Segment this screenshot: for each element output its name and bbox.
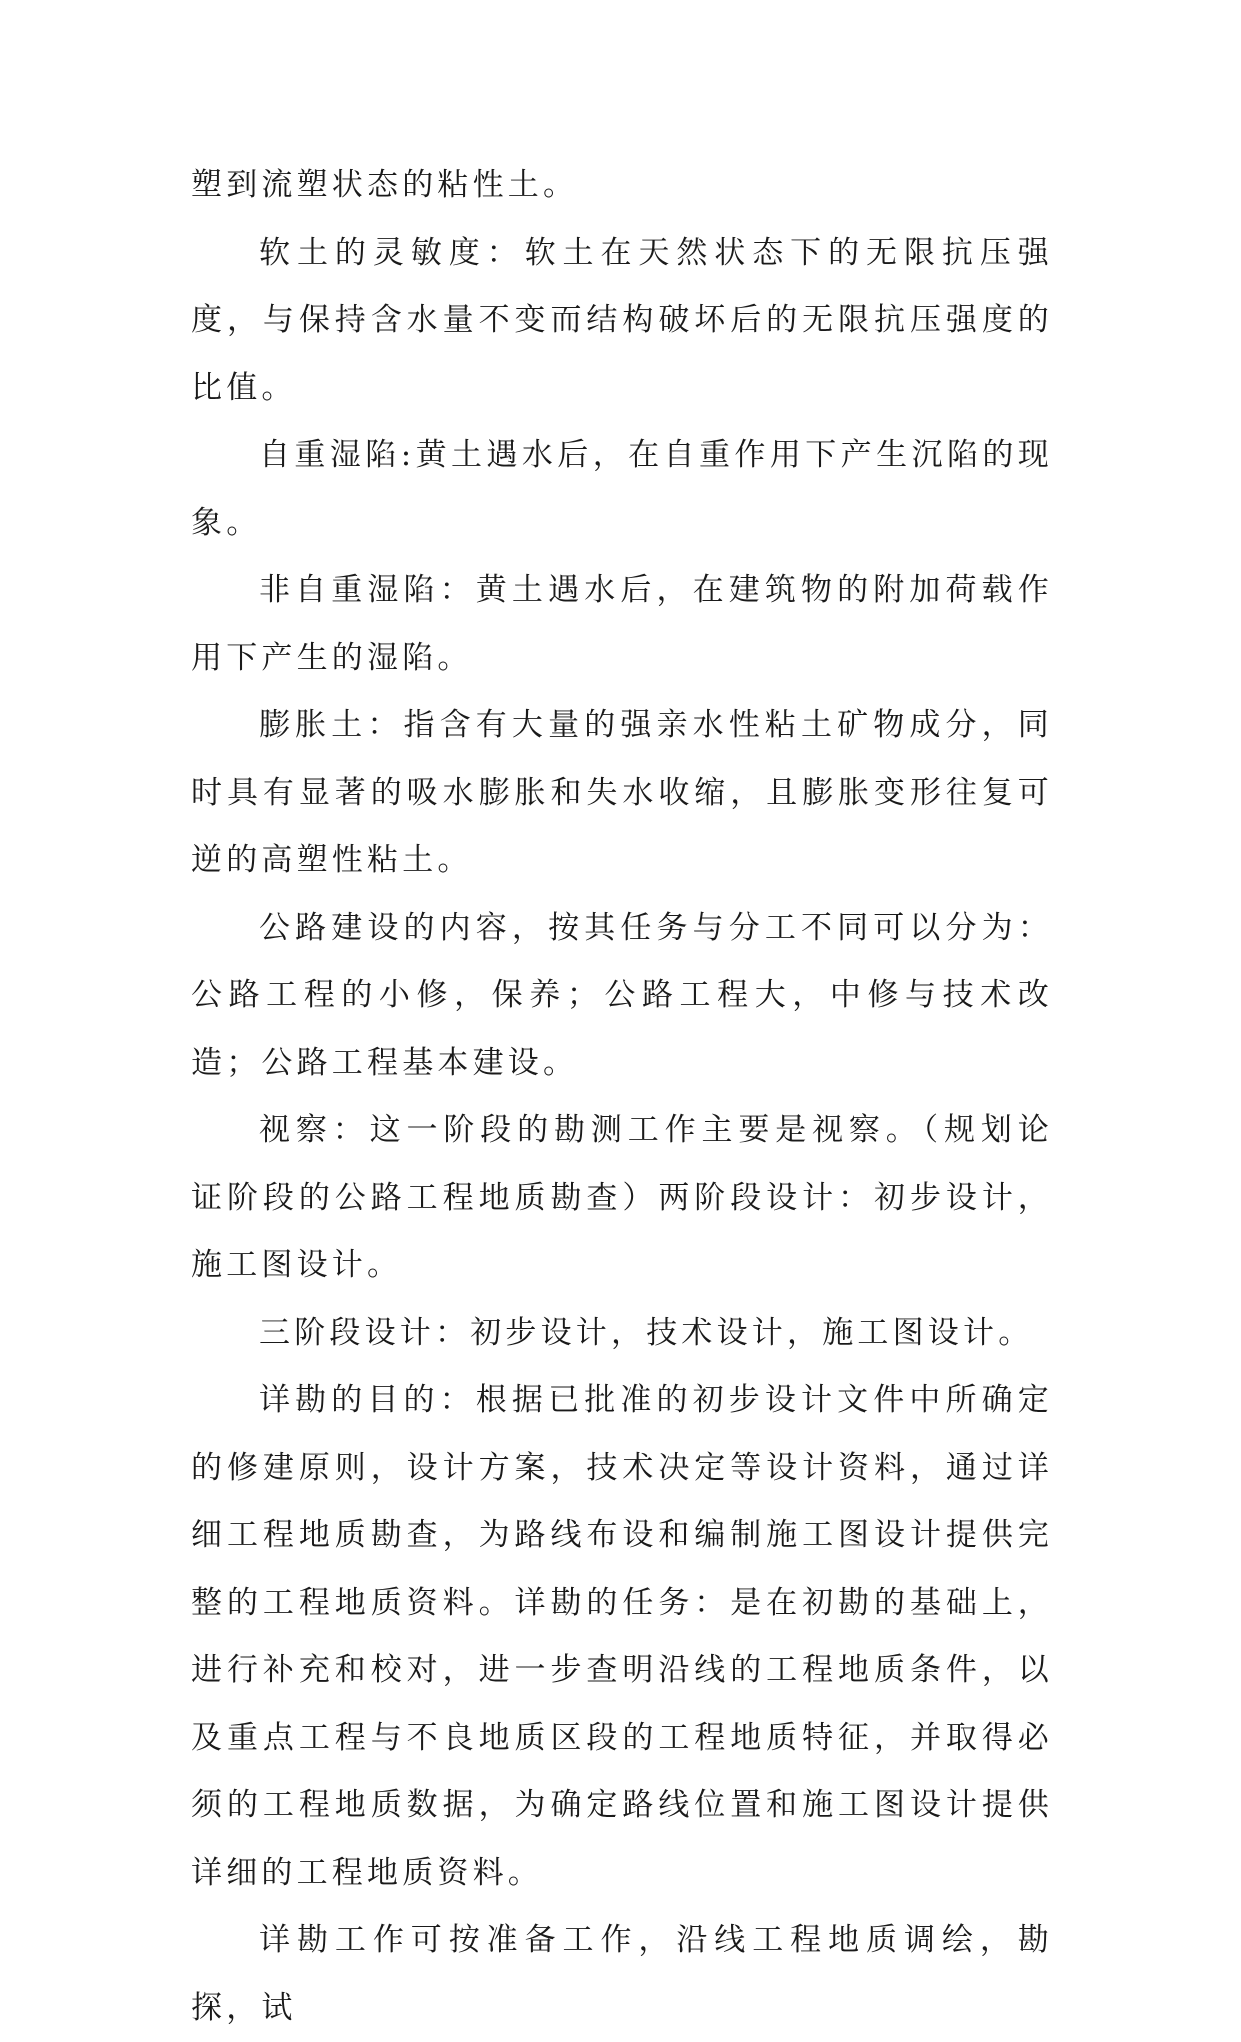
paragraph: 视察：这一阶段的勘测工作主要是视察。（规划论证阶段的公路工程地质勘查）两阶段设计：初步设计，施工图设计。 bbox=[191, 1112, 1053, 1283]
paragraph: 详勘工作可按准备工作，沿线工程地质调绘，勘探，试 bbox=[191, 1922, 1053, 2026]
paragraph: 非自重湿陷：黄土遇水后，在建筑物的附加荷载作用下产生的湿陷。 bbox=[191, 572, 1053, 676]
paragraph: 详勘的目的：根据已批准的初步设计文件中所确定的修建原则，设计方案，技术决定等设计资料，通过详细工程地质勘查，为路线布设和编制施工图设计提供完整的工程地质资料。详勘的任务：是在初勘的基础上，进行补充和校对，进一步查明沿线的工程地质条件，以及重点工程与不良地质区段的工程地质特征，并取得必须的工程地质数据，为确定路线位置和施工图设计提供详细的工程地质资料。 bbox=[191, 1382, 1053, 1891]
paragraph: 塑到流塑状态的粘性土。 bbox=[191, 167, 579, 203]
paragraph: 三阶段设计：初步设计，技术设计，施工图设计。 bbox=[259, 1314, 1034, 1351]
paragraph: 膨胀土：指含有大量的强亲水性粘土矿物成分，同时具有显著的吸水膨胀和失水收缩，且膨胀变形往复可逆的高塑性粘土。 bbox=[191, 707, 1053, 878]
paragraph: 自重湿陷:黄土遇水后，在自重作用下产生沉陷的现象。 bbox=[191, 437, 1053, 541]
paragraph: 软土的灵敏度：软土在天然状态下的无限抗压强度，与保持含水量不变而结构破坏后的无限抗压强度的比值。 bbox=[191, 234, 1053, 406]
document-body bbox=[191, 152, 1053, 2042]
paragraph: 公路建设的内容，按其任务与分工不同可以分为：公路工程的小修，保养；公路工程大，中修与技术改造；公路工程基本建设。 bbox=[191, 909, 1053, 1081]
